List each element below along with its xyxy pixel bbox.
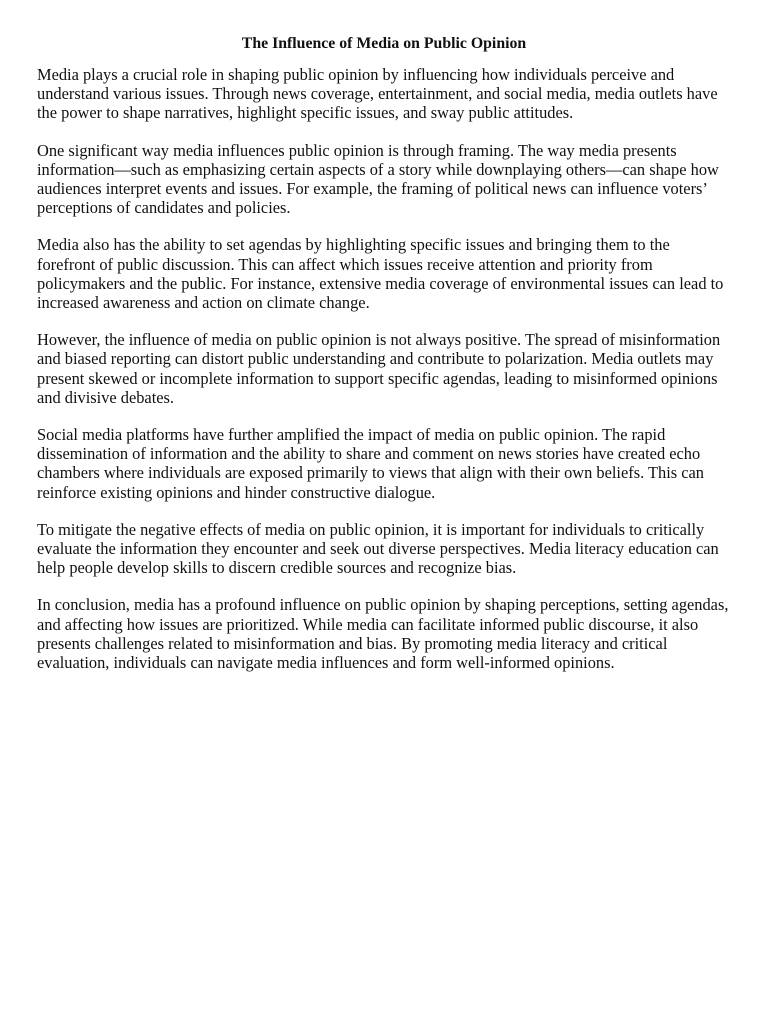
paragraph-2: One significant way media influences public opinion is through framing. The way media presents information—such as emphasizing certain aspects of a story while downplaying others—can shape how audiences interpret events and issues. For example, the framing of political news can influence voters’ perceptions of candidates and policies. bbox=[37, 140, 719, 218]
paragraph-5: Social media platforms have further amplified the impact of media on public opinion. The rapid dissemination of information and the ability to share and comment on news stories have created echo chambers where individuals are exposed primarily to views that align with their own beliefs. This can reinforce existing opinions and hinder constructive dialogue. bbox=[37, 425, 704, 502]
paragraph-3: Media also has the ability to set agendas by highlighting specific issues and bringing them to the forefront of public discussion. This can affect which issues receive attention and priority from policymakers and the public. For instance, extensive media coverage of environmental issues can lead to increased awareness and action on climate change. bbox=[37, 235, 724, 313]
document-body bbox=[37, 65, 731, 672]
paragraph-4: However, the influence of media on public opinion is not always positive. The spread of misinformation and biased reporting can distort public understanding and contribute to polarization. Media outlets may present skewed or incomplete information to support specific agendas, leading to misinformed opinions and divisive debates. bbox=[37, 330, 721, 407]
paragraph-6: To mitigate the negative effects of media on public opinion, it is important for individuals to critically evaluate the information they encounter and seek out diverse perspectives. Media literacy education can help people develop skills to discern credible sources and recognize bias. bbox=[37, 519, 719, 578]
document-title: The Influence of Media on Public Opinion bbox=[241, 35, 527, 52]
paragraph-7: In conclusion, media has a profound influence on public opinion by shaping perceptions, setting agendas, and affecting how issues are prioritized. While media can facilitate informed public discourse, it also presents challenges related to misinformation and bias. By promoting media literacy and critical evaluation, individuals can navigate media influences and form well-informed opinions. bbox=[37, 595, 729, 673]
paragraph-1: Media plays a crucial role in shaping public opinion by influencing how individuals perceive and understand various issues. Through news coverage, entertainment, and social media, media outlets have the power to shape narratives, highlight specific issues, and sway public attitudes. bbox=[37, 65, 718, 123]
